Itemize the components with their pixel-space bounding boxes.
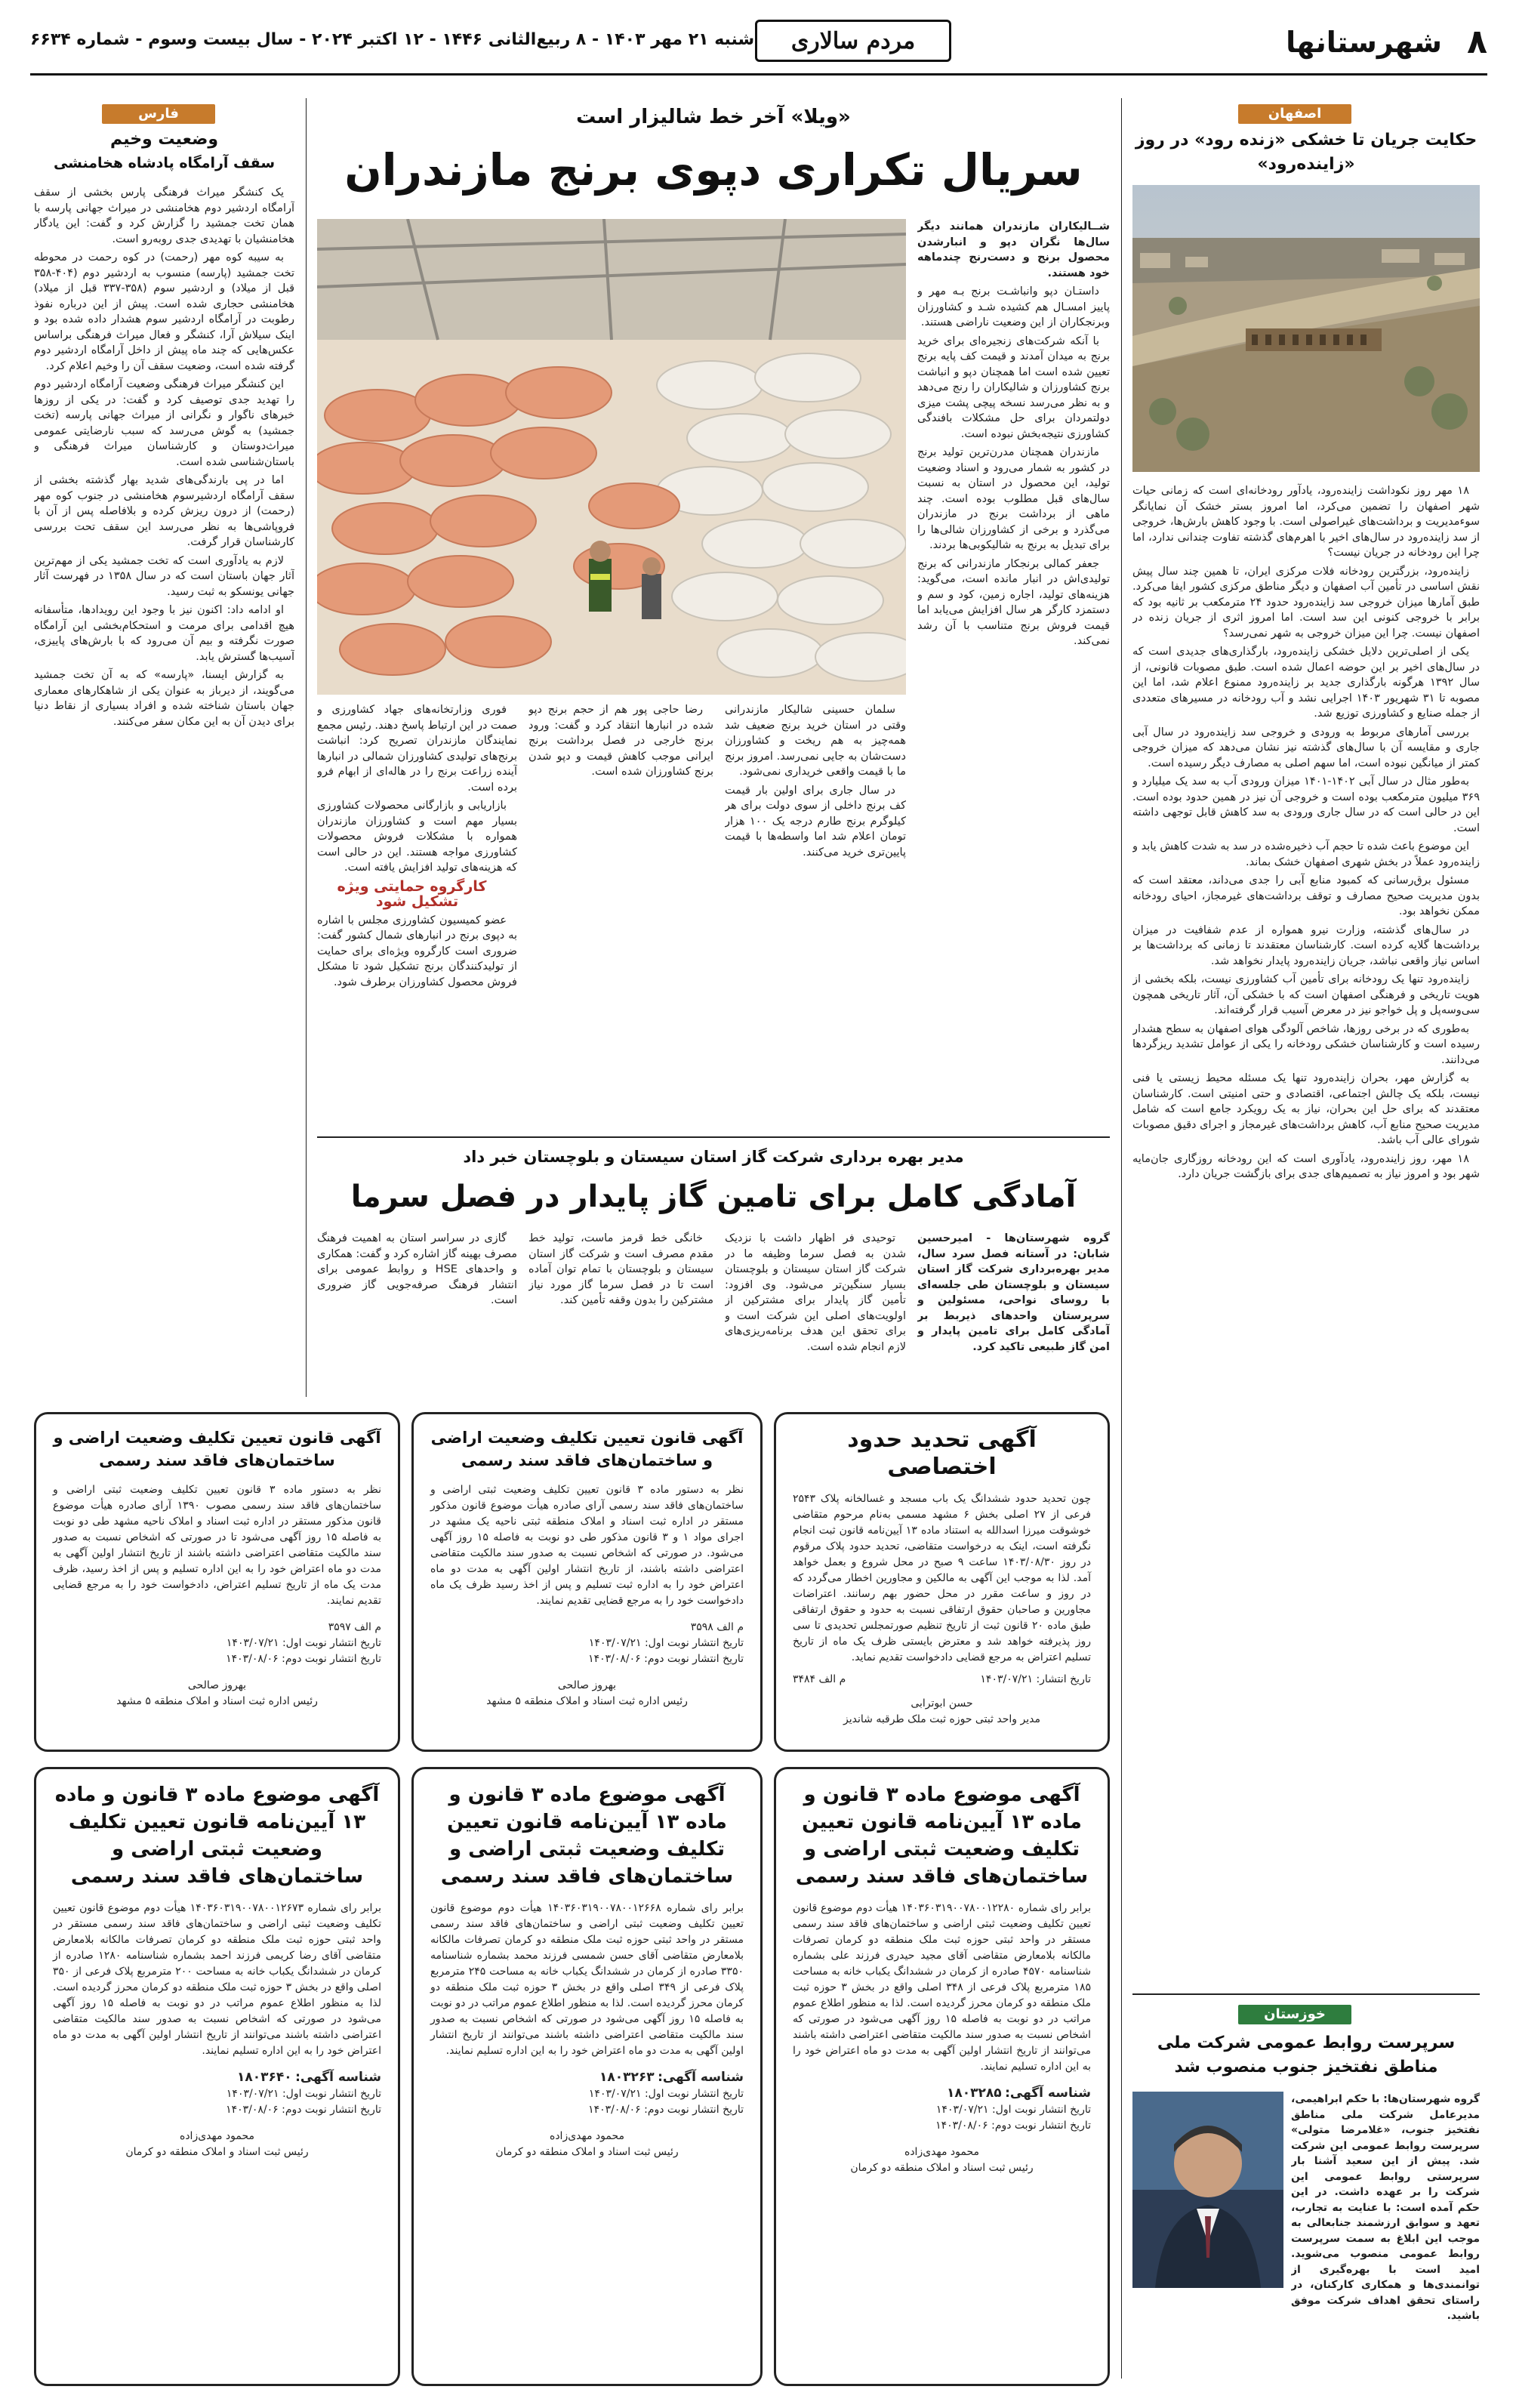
gas-body-col4: گازی در سراسر استان به اهمیت فرهنگ مصرف بهینه گاز اشاره کرد و گفت: همکاری و واحدهای HSE و روابط عمومی برای انتشار فرهنگ صرفه‌جویی گاز ضروری است. — [317, 1232, 517, 1306]
ad-title: آگهی قانون تعیین تکلیف وضعیت اراضی و ساختمان‌های فاقد سند رسمی — [53, 1429, 381, 1469]
lead-body-col3: رضا حاجی پور هم از حجم برنج دپو شده در انبارها انتقاد کرد و گفت: ورود برنج خارجی در فصل برداشت برنج ایرانی موجب کاهش قیمت و دپو شدن برنج کشاورزان شده است. — [528, 704, 713, 778]
region-tag: اصفهان — [1238, 104, 1351, 124]
column-divider — [306, 98, 307, 1397]
section-divider — [317, 1136, 1110, 1138]
region-tag: فارس — [102, 104, 215, 124]
isfahan-body: ۱۸ مهر روز نکوداشت زاینده‌رود، یادآور رودخانه‌ای است که زمانی حیات شهر اصفهان را تضمین می‌کرد، اما امروز بستر خشک آن نمایانگر سوءمدیریت و برداشت‌های غیراصولی است. با وجود کاهش بارش‌ها، خروجی از سد زاینده‌رود در سال‌های اخیر با اهرم‌های گذشته تفاوت چندانی ندارد، اما چرا این رودخانه در جریان نیست؟ زاینده‌رود، بزرگترین رودخانه فلات مرکزی ایران، تا همین چند سال پیش نقش اساسی در تأمین آب اصفهان و دیگر مناطق مرکزی کشور ایفا می‌کرد. طبق آمارها میزان خروجی سد زاینده‌رود حدود ۲۴ مترمکعب بر ثانیه بود که برابر با خروجی کنونی این سد است. اما امروز اثری از جریان زنده در اصفهان نیست. چرا این میزان خروجی به شهر نمی‌رسد؟ یکی از اصلی‌ترین دلایل خشکی زاینده‌رود، بارگذاری‌های جدیدی است که در سال‌های اخیر بر این حوضه اعمال شده است. طبق مصوبات قانونی، از سال ۱۳۹۲ هرگونه بارگذاری جدید بر زاینده‌رود ممنوع اعلام شد، اما این مصوبه تا ۳۱ شهریور ۱۴۰۳ اجرایی نشد و آب رودخانه در مسیرهای متعددی از جمله صنایع و کشاورزی توزیع شد. بررسی آمارهای مربوط به ورودی و خروجی سد زاینده‌رود در سال آبی جاری و مقایسه آن با سال‌های گذشته نیز نشان می‌دهد که میزان خروجی کمتر از میانگین نبوده است، اما سهم اصلی به مصارف دیگر رسیده است. به‌طور مثال در سال آبی ۱۴۰۲-۱۴۰۱ میزان ورودی آب به سد یک میلیارد و ۳۶۹ میلیون مترمکعب بوده است و خروجی آن نیز در همین حدود بوده است. این در حالی است که در سال جاری ورودی به سد کاهش قابل توجهی داشته است. این موضوع باعث شده تا حجم آب ذخیره‌شده در سد به شدت کاهش یابد و زاینده‌رود عملاً در بخش شهری اصفهان خشک بماند. مسئول برق‌رسانی که کمبود منابع آبی را جدی می‌داند، معتقد است که بدون مدیریت صحیح مصارف و توقف برداشت‌های غیرمجاز، احیای رودخانه ممکن نخواهد بود. در سال‌های گذشته، وزارت نیرو همواره از عدم شفافیت در میزان برداشت‌ها گلایه کرده است. کارشناسان معتقدند تا زمانی که برداشت‌ها بر اساس نیاز واقعی نباشد، جریان زاینده‌رود پایدار نخواهد شد. زاینده‌رود تنها یک رودخانه برای تأمین آب کشاورزی نیست، بلکه بخشی از هویت تاریخی و فرهنگی اصفهان است که با خشکی آن، آثار تاریخی همچون سی‌وسه‌پل و پل خواجو نیز در معرض آسیب قرار گرفته‌اند. به‌طوری که در برخی روزها، شاخص آلودگی هوای اصفهان به سطح هشدار رسیده است و کارشناسان خشکی رودخانه را یکی از عوامل تشدید ریزگردها می‌دانند. به گزارش مهر، بحران زاینده‌رود تنها یک مسئله محیط زیستی یا فنی نیست، بلکه یک چالش اجتماعی، اقتصادی و حتی امنیتی است. کارشناسان معتقدند که برای حل این بحران، نیاز به یک رویکرد جامع است که شامل مدیریت صحیح منابع آب، کاهش برداشت‌های غیرمجاز و اجرای دقیق مصوبات شورای عالی آب باشد. ۱۸ مهر، روز زاینده‌رود، یادآوری است که این رودخانه روزگاری جان‌مایه شهر بود و امروز نیاز به تصمیم‌های جدی برای بازگشت جریان دارد. — [1132, 485, 1480, 1180]
issue-info: شنبه ۲۱ مهر ۱۴۰۳ - ۸ ربیع‌الثانی ۱۴۴۶ - ۱۲ اکتبر ۲۰۲۴ - سال بیست وسوم - شماره ۶۶۳۴ — [30, 30, 755, 49]
khuzestan-body: گروه شهرستان‌ها: با حکم ابراهیمی، مدیرعامل شرکت ملی مناطق نفتخیز جنوب، «غلامرضا متولی» سرپرست روابط عمومی این شرکت شد. پیش از این سعید آشنا بار سرپرستی روابط عمومی این شرکت را بر عهده داشت. در این حکم آمده است: با عنایت به تجارب، تعهد و سوابق ارزشمند جنابعالی به موجب این ابلاغ به سمت سرپرست روابط عمومی منصوب می‌شوید. امید است با بهره‌گیری از توانمندی‌ها و همکاری کارکنان، در راستای تحقق اهداف شرکت موفق باشید. — [1291, 2093, 1480, 2322]
isfahan-headline: حکایت جریان تا خشکی «زنده رود» در روز «زاینده‌رود» — [1135, 131, 1477, 174]
page-number: ۸ — [1467, 23, 1487, 61]
fars-headline: وضعیت وخیم — [109, 130, 219, 149]
fars-subheadline: سقف آرامگاه پادشاه هخامنشی — [53, 155, 276, 171]
gas-headline: آمادگی کامل برای تامین گاز پایدار در فصل سرما — [350, 1179, 1077, 1214]
gas-body-col3: خانگی خط قرمز ماست، تولید خط مقدم مصرف است و شرکت گاز استان سیستان و بلوچستان با تمام توان آماده است تا در فصل سرما گاز مورد نیاز مشترکین را بدون وقفه تأمین کند. — [528, 1232, 713, 1306]
lead-kicker: «ویلا» آخر خط شالیزار است — [576, 106, 851, 128]
ad-title: آگهی موضوع ماده ۳ قانون و ماده ۱۳ آیین‌نامه قانون تعیین تکلیف وضعیت ثبتی اراضی و ساختمان‌های فاقد سند رسمی — [440, 1784, 734, 1888]
ad-text: برابر رای شماره ۱۴۰۳۶۰۳۱۹۰۰۷۸۰۰۱۲۶۷۳ هیأت دوم موضوع قانون تعیین تکلیف وضعیت ثبتی اراضی و ساختمان‌های فاقد سند رسمی مستقر در واحد ثبتی حوزه ثبت ملک منطقه دو کرمان تصرفات مالکانه بلامعارض متقاضی آقای رضا کریمی فرزند احمد بشماره شناسنامه ۱۲۸۰ صادره از کرمان در ششدانگ یکباب خانه به مساحت ۲۰۰ مترمربع پلاک فرعی از ۳۵۰ اصلی واقع در بخش ۳ حوزه ثبت ملک منطقه دو کرمان محرز گردیده است. لذا به منظور اطلاع عموم مراتب در دو نوبت به فاصله ۱۵ روز آگهی می‌شود در صورتی که اشخاص نسبت به صدور سند مالکیت متقاضی اعتراضی داشته باشند می‌توانند از تاریخ انتشار اولین آگهی به مدت دو ماه اعتراض خود را به این اداره تسلیم نمایند. — [53, 1902, 382, 2057]
ad-signer: حسن ابوترابی مدیر واحد ثبتی حوزه ثبت ملک طرقبه شاندیز — [843, 1697, 1040, 1725]
official-portrait-photo — [1132, 2092, 1283, 2288]
ad-meta: شناسه آگهی: ۱۸۰۳۲۶۳ تاریخ انتشار نوبت اول: ۱۴۰۳/۰۷/۲۱ تاریخ انتشار نوبت دوم: ۱۴۰۳/۰۸/۰۶ — [588, 2070, 744, 2116]
ad-signer: بهروز صالحی رئیس اداره ثبت اسناد و املاک منطقه ۵ مشهد — [486, 1679, 688, 1707]
ad-meta: م الف ۳۵۹۷ تاریخ انتشار نوبت اول: ۱۴۰۳/۰۷/۲۱ تاریخ انتشار نوبت دوم: ۱۴۰۳/۰۸/۰۶ — [226, 1621, 381, 1665]
ad-signer: بهروز صالحی رئیس اداره ثبت اسناد و املاک منطقه ۵ مشهد — [116, 1679, 318, 1707]
ad-land-law-1 — [411, 1412, 763, 1752]
section-name: شهرستانها — [1286, 26, 1442, 59]
ad-meta: م الف ۳۵۹۸ تاریخ انتشار نوبت اول: ۱۴۰۳/۰۷/۲۱ تاریخ انتشار نوبت دوم: ۱۴۰۳/۰۸/۰۶ — [588, 1621, 744, 1665]
ad-land-law-2 — [34, 1412, 400, 1752]
ad-footer: تاریخ انتشار: ۱۴۰۳/۰۷/۲۱ م الف ۳۴۸۴ — [793, 1673, 1091, 1685]
rice-warehouse-photo — [317, 219, 906, 695]
ad-kerman-2 — [411, 1767, 763, 2386]
ad-boundary-demarcation — [774, 1412, 1110, 1752]
fars-body: یک کنشگر میراث فرهنگی پارس بخشی از سقف آرامگاه اردشیر دوم هخامنشی در میراث جهانی پارسه با همان تخت جمشید را گزارش کرد و گفت: این یادگار هخامنشیان با تهدیدی جدی روبه‌رو است. به سیبه کوه مهر (رحمت) در کوه رحمت در محوطه تخت جمشید (پارسه) منسوب به اردشیر دوم (۴۰۴-۳۵۸ قبل از میلاد) و اردشیر سوم (۳۵۸-۳۳۷ قبل از میلاد) هخامنشی حجاری شده است. پیش از این درباره نفوذ رطوبت در آرامگاه اردشیر سوم هشدار داده شده بود و اینک سیلاش آرا، کنشگر و فعال میراث فرهنگی براساس عکس‌هایی که چند ماه پیش از داخل آرامگاه اردشیر دوم گرفته شده است، وضعیت سقف آن را وخیم اعلام کرد. این کنشگر میراث فرهنگی وضعیت آرامگاه اردشیر دوم را تهدید جدی توصیف کرد و گفت: در یکی از روزها خبرهای ناگوار و نگرانی از میراث جهانی پارسه (تخت جمشید) به گوش می‌رسد که سبب نارضایتی عمومی میراث‌دوستان و کارشناسان میراث فرهنگی و باستان‌شناسی شده است. اما در پی بارندگی‌های شدید بهار گذشته بخشی از سقف آرامگاه اردشیر‌سوم هخامنشی در جنوب کوه مهر (رحمت) از درون ریزش کرده و بلافاصله پس از آن با فروپاشی‌ها به نظر می‌رسد این سقف تحت بررسی کارشناسان قرار گرفت. لازم به یادآوری است که تخت جمشید یکی از مهم‌ترین آثار جهان باستان است که در سال ۱۳۵۸ در فهرست آثار جهانی یونسکو به ثبت رسید. او ادامه داد: اکنون نیز با وجود این رویدادها، متأسفانه هیچ اقدامی برای مرمت و استحکام‌بخشی این آرامگاه صورت نگرفته و بیم آن می‌رود که با بارش‌های پاییزی، آسیب‌ها گسترش یابد. به گزارش ایسنا، «پارسه» که به آن تخت جمشید می‌گویند، از دیرباز به عنوان یکی از شاهکارهای معماری جهان باستان شناخته شده و افراد بسیاری از نقاط دنیا برای دیدن آن به این مکان سفر می‌کنند. — [34, 187, 294, 728]
gas-kicker: مدیر بهره برداری شرکت گاز استان سیستان و بلوچستان خبر داد — [463, 1148, 964, 1166]
ad-signer: محمود مهدی‌زاده رئیس ثبت اسناد و املاک منطقه دو کرمان — [850, 2146, 1034, 2174]
page-header — [30, 15, 1487, 76]
gas-body-col2: توحیدی فر اظهار داشت با نزدیک شدن به فصل سرما وظیفه ما در شرکت گاز استان سیستان و بلوچستان بسیار سنگین‌تر می‌شود. وی افزود: تأمین گاز پایدار برای مشترکین از اولویت‌های اصلی این شرکت است و برای تحقق این هدف برنامه‌ریزی‌های لازم انجام شده است. — [725, 1232, 906, 1353]
lead-body-col2: سلمان حسینی شالیکار مازندرانی وقتی در استان خرید برنج ضعیف شد همه‌چیز به هم ریخت و کشاورزان دست‌شان به جایی نمی‌رسد. امروز برنج ما با قیمت واقعی خریداری نمی‌شود. در سال جاری برای اولین بار قیمت کف برنج داخلی از سوی دولت برای هر کیلوگرم برنج طارم درجه یک ۱۰۰ هزار تومان اعلام شد اما واسطه‌ها با قیمت پایین‌تری خرید می‌کنند. — [725, 704, 906, 859]
ad-text: نظر به دستور ماده ۳ قانون تعیین تکلیف وضعیت ثبتی اراضی و ساختمان‌های فاقد سند رسمی آرای صادره هیأت موضوع قانون مذکور مستقر در اداره ثبت اسناد و املاک منطقه ثبتی ناحیه یک مشهد در اجرای مواد ۱ و ۳ قانون مذکور طی دو نوبت به فاصله ۱۵ روز آگهی می‌شود. در صورتی که اشخاص نسبت به صدور سند مالکیت متقاضی اعتراضی داشته باشند، از تاریخ انتشار اولین آگهی به مدت دو ماه اعتراض خود را به اداره ثبت تسلیم و پس از اخذ رسید ظرف یک ماه دادخواست خود را به مرجع قضایی تقدیم نمایند. — [430, 1484, 744, 1607]
ad-text: نظر به دستور ماده ۳ قانون تعیین تکلیف وضعیت ثبتی اراضی و ساختمان‌های فاقد سند رسمی مصوب ۱۳۹۰ آرای صادره هیأت موضوع قانون مذکور مستقر در اداره ثبت اسناد و املاک ناحیه مشهد طی دو نوبت به فاصله ۱۵ روز آگهی می‌شود تا در صورتی که اشخاص نسبت به صدور سند مالکیت متقاضی اعتراضی داشته باشند از تاریخ انتشار اولین آگهی به مدت دو ماه اعتراض خود را به این اداره تسلیم و پس از اخذ رسید، ظرف مدت یک ماه از تاریخ تسلیم اعتراض، دادخواست خود را به مرجع قضایی تقدیم نمایند. — [53, 1484, 382, 1607]
ad-text: برابر رای شماره ۱۴۰۳۶۰۳۱۹۰۰۷۸۰۰۱۲۲۸۰ هیأت دوم موضوع قانون تعیین تکلیف وضعیت ثبتی اراضی و ساختمان‌های فاقد سند رسمی مستقر در واحد ثبتی حوزه ثبت ملک منطقه دو کرمان تصرفات مالکانه بلامعارض متقاضی آقای مجید حیدری فرزند علی بشماره شناسنامه ۴۵۷۰ صادره از کرمان در ششدانگ یکباب خانه به مساحت ۱۸۵ مترمربع پلاک فرعی از ۳۴۸ اصلی واقع در بخش ۳ حوزه ثبت ملک منطقه دو کرمان محرز گردیده است. لذا به منظور اطلاع عموم مراتب در دو نوبت به فاصله ۱۵ روز آگهی می‌شود در صورتی که اشخاص نسبت به صدور سند مالکیت متقاضی اعتراضی داشته باشند می‌توانند از تاریخ انتشار اولین آگهی به مدت دو ماه اعتراض خود را به این اداره تسلیم نمایند. — [793, 1902, 1092, 2073]
lead-body-col1: شــالیکاران مازندران همانند دیگر سال‌ها نگران دپو و انبارشدن محصول برنج و دست‌رنج چندماهه خود هستند. داستـان دپو وانباشـت برنج بـه مهر و پاییز امسـال هم کشیده شـد و کشاورزان وبرنجکاران از این وضعیت ناراضی هستند. با آنکه شرکت‌های زنجیره‌ای برای خرید برنج به میدان آمدند و قیمت کف پایه برنج تعیین شده است اما همچنان دپو و انباشت برنج کشاورزان و شالیکاران را رنج می‌دهد و به نظر می‌رسد نسخه پیچی پشت میزی دولتمردان برای حل مشکلات بافندگی کشاورزی نتیجه‌بخش نبوده است. مازندران همچنان مدرن‌ترین تولید برنج در کشور به شمار می‌رود و اسناد وضعیت تولید، این محصول در استان به نسبت سال‌های قبل مطلوب بوده است. چند ماهی از برداشت برنج در مازندران می‌گذرد و برخی از کشاورزان شالی‌ها را برای تبدیل به برنج به شالیکوبی‌ها بردند. جعفر کمالی برنجکار مازندرانی که برنج تولیدی‌اش در انبار مانده است، می‌گوید: هزینه‌های تولید، اجاره زمین، کود و سم و دستمزد کارگر هر سال افزایش می‌یابد اما قیمت فروش برنج متناسب با آن رشد نمی‌کند. — [917, 220, 1110, 647]
zayandeh-rud-aerial-photo — [1132, 185, 1480, 472]
ad-title: آگهی تحدید حدود اختصاصی — [847, 1426, 1037, 1480]
ad-signer: محمود مهدی‌زاده رئیس ثبت اسناد و املاک منطقه دو کرمان — [495, 2130, 679, 2158]
column-divider — [1121, 98, 1122, 2379]
gas-intro: گروه شهرستان‌ها - امیرحسین شابان: در آستانه فصل سرد سال، مدیر بهره‌برداری شرکت گاز استان سیستان و بلوچستان طی جلسه‌ای با روسای نواحی، مسئولین و سرپرستان واحدهای ذیربط بر آمادگی کامل برای تامین پایدار و امن گاز طبیعی تاکید کرد. — [917, 1232, 1110, 1353]
ad-meta: شناسه آگهی: ۱۸۰۳۶۴۰ تاریخ انتشار نوبت اول: ۱۴۰۳/۰۷/۲۱ تاریخ انتشار نوبت دوم: ۱۴۰۳/۰۸/۰۶ — [226, 2070, 381, 2116]
ad-meta: شناسه آگهی: ۱۸۰۳۲۸۵ تاریخ انتشار نوبت اول: ۱۴۰۳/۰۷/۲۱ تاریخ انتشار نوبت دوم: ۱۴۰۳/۰۸/۰۶ — [935, 2086, 1091, 2132]
newspaper-logo: مردم سالاری — [755, 20, 951, 62]
ad-kerman-1 — [774, 1767, 1110, 2386]
lead-headline: سریال تکراری دپوی برنج مازندران — [344, 144, 1083, 196]
ad-text: برابر رای شماره ۱۴۰۳۶۰۳۱۹۰۰۷۸۰۰۱۲۶۶۸ هیأت دوم موضوع قانون تعیین تکلیف وضعیت ثبتی اراضی و ساختمان‌های فاقد سند رسمی مستقر در واحد ثبتی حوزه ثبت ملک منطقه دو کرمان تصرفات مالکانه بلامعارض متقاضی آقای حسن شمسی فرزند محمد بشماره شناسنامه ۳۳۵۰ صادره از کرمان در ششدانگ یکباب خانه به مساحت ۲۴۵ مترمربع پلاک فرعی از ۳۴۹ اصلی واقع در بخش ۳ حوزه ثبت ملک منطقه دو کرمان محرز گردیده است. لذا به منظور اطلاع عموم مراتب در دو نوبت به فاصله ۱۵ روز آگهی می‌شود در صورتی که اشخاص نسبت به صدور سند مالکیت متقاضی اعتراضی داشته باشند می‌توانند از تاریخ انتشار اولین آگهی به مدت دو ماه اعتراض خود را به این اداره تسلیم نمایند. — [430, 1902, 744, 2057]
ad-title: آگهی موضوع ماده ۳ قانون و ماده ۱۳ آیین‌نامه قانون تعیین تکلیف وضعیت ثبتی اراضی و ساختمان‌های فاقد سند رسمی — [54, 1784, 380, 1888]
lead-body-col4: فوری وزارتخانه‌های جهاد کشاورزی و صمت در این ارتباط پاسخ دهند. رئیس مجمع نمایندگان مازندران تصریح کرد: انباشت برنج‌های تولیدی کشاورزان شمالی در انبارها آینده زراعت برنج را در هاله‌ای از ابهام فرو برده است. بازاریابی و بازارگانی محصولات کشاورزی بسیار مهم است و کشاورزان مازندران همواره با مشکلات فروش محصولات کشاورزی مواجه هستند. این در حالی است که هزینه‌های تولید افزایش یافته است. کارگروه حمایتی ویژه تشکیل شود عضو کمیسیون کشاورزی مجلس با اشاره به دپوی برنج در انبارهای شمال کشور گفت: ضروری است کارگروه ویژه‌ای برای حمایت از تولیدکنندگان برنج تشکیل شود تا مشکل فروش محصول کشاورزان برطرف شود. — [317, 704, 517, 988]
ad-title: آگهی قانون تعیین تکلیف وضعیت اراضی و ساختمان‌های فاقد سند رسمی — [430, 1429, 744, 1469]
khuzestan-headline: سرپرست روابط عمومی شرکت ملی مناطق نفتخیز جنوب منصوب شد — [1157, 2033, 1456, 2077]
region-tag: خوزستان — [1238, 2005, 1351, 2024]
ad-text: چون تحدید حدود ششدانگ یک باب مسجد و غسالخانه پلاک ۲۵۴۳ فرعی از ۲۷ اصلی بخش ۶ مشهد مسمی به‌نام مرحوم متقاضی خوشوقت میرزا اسدالله به استناد ماده ۱۳ آیین‌نامه قانون ثبت انجام نگرفته است، اینک به درخواست متقاضی، تحدید حدود پلاک مرقوم در روز ۱۴۰۳/۰۸/۳۰ ساعت ۹ صبح در محل شروع و بعمل خواهد آمد. لذا به موجب این آگهی به مالکین و مجاورین اخطار می‌گردد که در روز و ساعت مقرر در محل حضور بهم رسانند. اعتراضات مجاورین و صاحبان حقوق ارتفاقی نسبت به حدود و حقوق ارتفاقی طبق ماده ۲۰ قانون ثبت از تاریخ تنظیم صورتمجلس تحدیدی تا سی روز پذیرفته خواهد شد و معترض بایستی ظرف یک ماه از تاریخ تسلیم اعتراض به مرجع قضایی دادخواست تقدیم نماید. — [793, 1493, 1091, 1663]
ad-signer: محمود مهدی‌زاده رئیس ثبت اسناد و املاک منطقه دو کرمان — [125, 2130, 309, 2158]
ad-kerman-3 — [34, 1767, 400, 2386]
ad-title: آگهی موضوع ماده ۳ قانون و ماده ۱۳ آیین‌نامه قانون تعیین تکلیف وضعیت ثبتی اراضی و ساختمان‌های فاقد سند رسمی — [795, 1784, 1089, 1888]
section-divider — [1132, 1993, 1480, 1995]
